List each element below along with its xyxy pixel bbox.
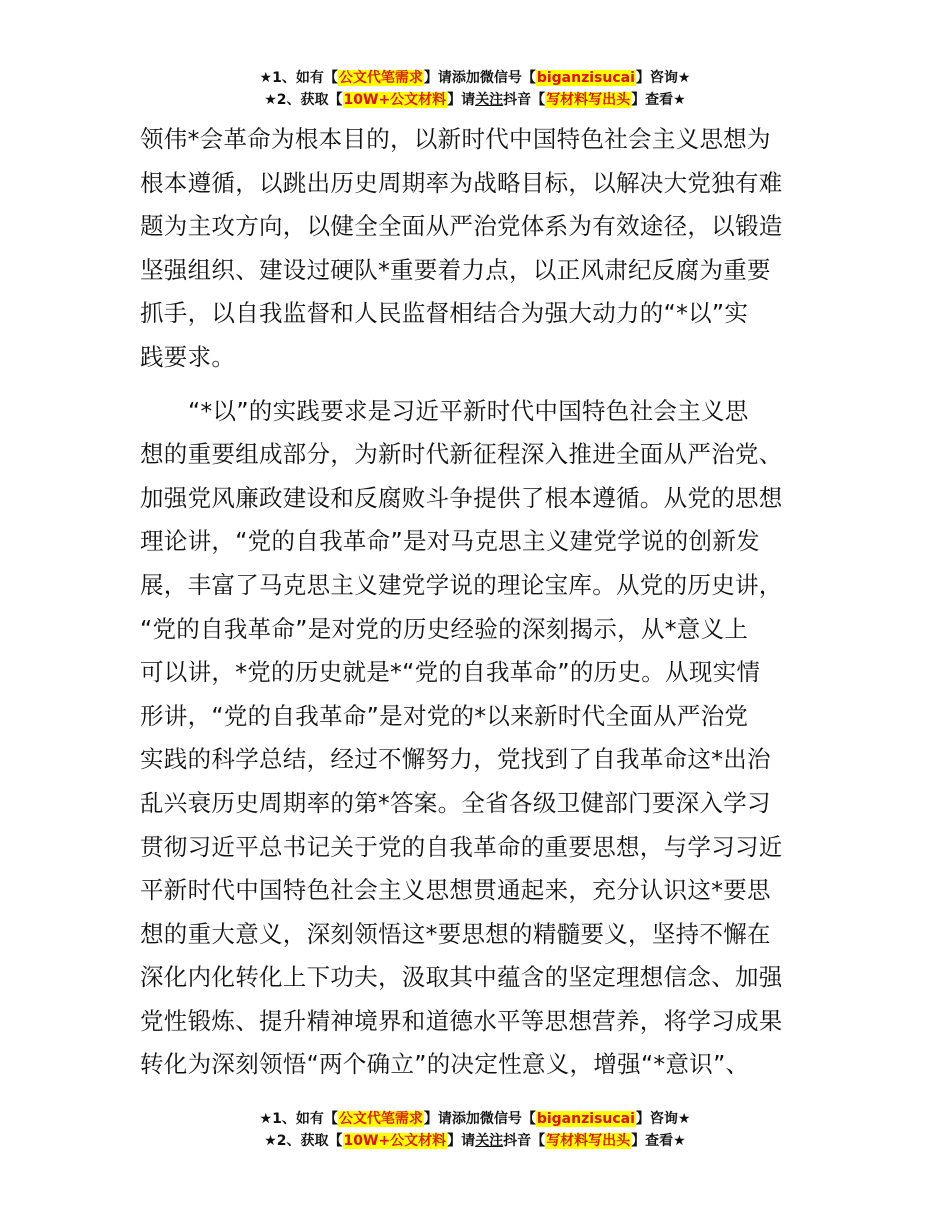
text-line: 平新时代中国特色社会主义思想贯通起来，充分认识这*要思 (140, 876, 771, 905)
banner-text: 】查看★ (631, 92, 686, 108)
paragraph-2 (140, 390, 830, 1088)
banner-text: ★1、如有【 (259, 1111, 338, 1127)
highlight-materials: 10W+公文材料 (343, 1133, 447, 1149)
text-line: 深化内化转化上下功夫，汲取其中蕴含的坚定理想信念、加强 (140, 963, 783, 992)
banner-text: ★1、如有【 (259, 70, 338, 86)
text-line: “*以”的实践要求是习近平新时代中国特色社会主义思 (188, 396, 749, 425)
banner-text: ★2、获取【 (264, 1133, 343, 1149)
banner-text: 】请添加微信号【 (423, 70, 536, 86)
banner-line-1 (0, 1108, 950, 1130)
text-line: 实践的科学总结，经过不懈努力，党找到了自我革命这*出治 (140, 745, 771, 774)
paragraph-1 (140, 118, 830, 380)
text-line: 题为主攻方向，以健全全面从严治党体系为有效途径，以锻造 (140, 212, 783, 241)
text-line: 抓手，以自我监督和人民监督相结合为强大动力的“*以”实 (140, 299, 749, 328)
highlight-service: 公文代笔需求 (338, 70, 423, 86)
text-line: “党的自我革命”是对党的历史经验的深刻揭示，从*意义上 (140, 614, 749, 643)
text-line: 想的重大意义，深刻领悟这*要思想的精髓要义，坚持不懈在 (140, 919, 771, 948)
banner-text: 抖音【 (503, 1133, 546, 1149)
footer-banner (0, 1108, 950, 1152)
text-line: 坚强组织、建设过硬队*重要着力点，以正风肃纪反腐为重要 (140, 255, 771, 284)
follow-text: 关注 (475, 92, 504, 108)
document-body (140, 118, 830, 1087)
text-line: 党性锻炼、提升精神境界和道德水平等思想营养，将学习成果 (140, 1006, 783, 1035)
text-line: 贯彻习近平总书记关于党的自我革命的重要思想，与学习习近 (140, 832, 783, 861)
highlight-wechat-id: biganzisucai (536, 70, 635, 86)
header-banner (0, 67, 950, 111)
highlight-wechat-id: biganzisucai (536, 1111, 635, 1127)
highlight-douyin: 写材料写出头 (546, 1133, 631, 1149)
banner-text: 】请添加微信号【 (423, 1111, 536, 1127)
text-line: 可以讲，*党的历史就是*“党的自我革命”的历史。从现实情 (140, 658, 761, 687)
banner-line-1 (0, 67, 950, 89)
banner-text: ★2、获取【 (264, 92, 343, 108)
banner-line-2 (0, 89, 950, 111)
text-line: 加强党风廉政建设和反腐败斗争提供了根本遵循。从党的思想 (140, 483, 783, 512)
banner-text: 】咨询★ (635, 1111, 691, 1127)
text-line: 领伟*会革命为根本目的，以新时代中国特色社会主义思想为 (140, 125, 771, 153)
text-line: 想的重要组成部分，为新时代新征程深入推进全面从严治党、 (140, 440, 783, 469)
text-line: 理论讲，“党的自我革命”是对马克思主义建党学说的创新发 (140, 527, 760, 556)
banner-text: 】咨询★ (635, 70, 691, 86)
highlight-douyin: 写材料写出头 (546, 92, 631, 108)
follow-text: 关注 (475, 1133, 504, 1149)
text-line: 形讲，“党的自我革命”是对党的*以来新时代全面从严治党 (140, 701, 749, 730)
banner-text: 】请 (447, 1133, 476, 1149)
banner-text: 】请 (447, 92, 476, 108)
text-line: 展，丰富了马克思主义建党学说的理论宝库。从党的历史讲， (140, 570, 783, 599)
banner-text: 抖音【 (503, 92, 546, 108)
text-line: 乱兴衰历史周期率的第*答案。全省各级卫健部门要深入学习 (140, 788, 771, 817)
banner-line-2 (0, 1130, 950, 1152)
highlight-service: 公文代笔需求 (338, 1111, 423, 1127)
banner-text: 】查看★ (631, 1133, 686, 1149)
text-line: 践要求。 (140, 342, 236, 371)
highlight-materials: 10W+公文材料 (343, 92, 447, 108)
text-line: 转化为深刻领悟“两个确立”的决定性意义，增强“*意识”、 (140, 1050, 750, 1079)
text-line: 根本遵循，以跳出历史周期率为战略目标，以解决大党独有难 (140, 168, 783, 197)
